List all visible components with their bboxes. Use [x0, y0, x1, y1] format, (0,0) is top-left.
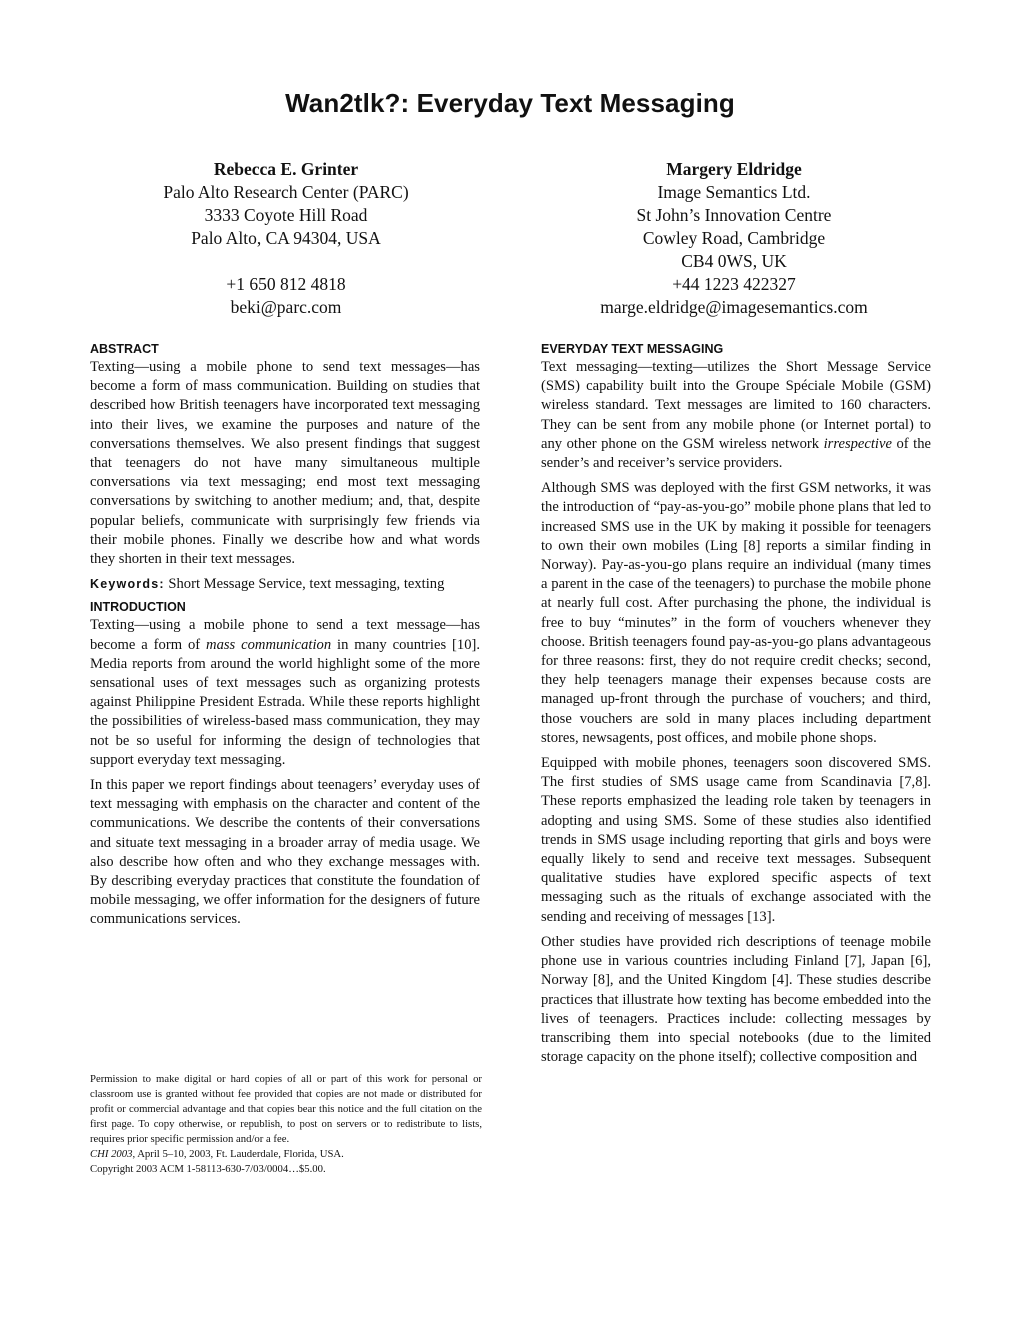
emphasis: mass communication [206, 636, 332, 653]
author-block-grinter [86, 158, 486, 319]
keywords [90, 575, 480, 594]
paper-title: Wan2tlk?: Everyday Text Messaging [285, 88, 735, 118]
author-affiliation: Palo Alto Research Center (PARC) [163, 182, 409, 202]
author-city: Palo Alto, CA 94304, USA [191, 228, 381, 248]
author-phone: +1 650 812 4818 [226, 274, 346, 294]
permission-text: Permission to make digital or hard copies of all or part of this work for personal or classroom use is granted without fee provided that copies are not made or distributed for profit or commercial advantage and that copies bear this notice and the full citation on the first page. To copy otherwise, or republish, to post on servers or to redistribute to lists, requires prior specific permission and/or a fee. [90, 1073, 482, 1145]
keywords-label: Keywords: [90, 577, 165, 592]
keywords-text: Short Message Service, text messaging, texting [168, 576, 445, 593]
permission-footnote [90, 1072, 482, 1177]
everyday-paragraph-1: Text messaging—texting—utilizes the Short Message Service (SMS) capability built into the Groupe Spéciale Mobile (GSM) wireless standard. Text messages are limited to 160 characters. They can be sent from any mobile phone (or Internet portal) to any other phone on the GSM wireless network irrespective of the sender’s and receiver’s service providers. [541, 359, 931, 472]
author-phone: +44 1223 422327 [672, 274, 796, 294]
right-column [541, 342, 931, 1073]
introduction-paragraph-2: In this paper we report findings about teenagers’ everyday uses of text messaging with emphasis on the character and content of the communications. We describe the contents of their conversations and situate text messaging in a broader array of media usage. We also describe how often and who they exchange messages with. By describing everyday practices that constitute the foundation of mobile messaging, we offer information for the designers of future communications services. [90, 777, 480, 928]
author-city: Cowley Road, Cambridge [642, 228, 826, 248]
abstract-text: Texting—using a mobile phone to send text messages—has become a form of mass communication. Building on studies that described how British teenagers have incorporated text messaging into their lives, we examine the purposes and nature of the conversations themselves. We also present findings that suggest that teenagers do not have many simultaneous multiple conversations via text messaging; end most text messaging conversations by switching to another medium; and, that, despite popular beliefs, communicate with surprisingly few friends via their mobile phones. Finally we describe how and what words they shorten in their text messages. [90, 359, 480, 568]
author-block-eldridge [534, 158, 934, 319]
copyright-line: Copyright 2003 ACM 1-58113-630-7/03/0004…$5.00. [90, 1163, 326, 1175]
introduction-heading: INTRODUCTION [90, 600, 186, 615]
everyday-heading: EVERYDAY TEXT MESSAGING [541, 342, 724, 356]
author-affiliation: Image Semantics Ltd. [657, 182, 811, 202]
emphasis: irrespective [823, 435, 892, 452]
author-name: Rebecca E. Grinter [213, 159, 359, 179]
everyday-paragraph-2: Although SMS was deployed with the first GSM networks, it was the introduction of “pay-as-you-go” mobile phone plans that led to increased SMS use in the UK by making it possible for teenagers to own their own mobiles (Ling [8] reports a similar finding in Norway). Pay-as-you-go plans require an individual (many times a parent in the case of the teenagers) to purchase the mobile phone at nearly full cost. After purchasing the phone, the individual is free to buy “minutes” in the form of vouchers whenever they choose. British teenagers found pay-as-you-go plans advantageous for three reasons: first, they do not require credit checks; second, they help teenagers manage their expenses because costs are managed up-front through the purchase of vouchers; and third, those vouchers are sold in many places including department stores, newsagents, post offices, and mobile phone shops. [541, 480, 931, 746]
introduction-paragraph-1: Texting—using a mobile phone to send a text message—has become a form of mass communication in many countries [10]. Media reports from around the world highlight some of the more sensational uses of text messages such as organizing protests against Philippine President Estrada. While these reports highlight the possibilities of wireless-based mass communication, they may not be so useful for informing the design of technologies that support everyday text messaging. [90, 617, 481, 768]
everyday-paragraph-3: Equipped with mobile phones, teenagers soon discovered SMS. The first studies of SMS usage came from Scandinavia [7,8]. These reports emphasized the leading role taken by teenagers in adopting and using SMS. Some of these studies also identified trends in SMS usage including reporting that girls and boys were equally likely to send and receive text messages. Subsequent qualitative studies have explored specific aspects of text messaging such as the rituals of exchange associated with the sending and receiving of messages [13]. [541, 755, 931, 925]
author-postcode: CB4 0WS, UK [681, 251, 787, 271]
abstract-heading: ABSTRACT [90, 342, 159, 356]
author-name: Margery Eldridge [666, 159, 802, 179]
author-email: beki@parc.com [230, 297, 342, 317]
venue-line: CHI 2003, April 5–10, 2003, Ft. Lauderdale, Florida, USA. [90, 1148, 344, 1160]
left-column [90, 342, 480, 936]
author-street: St John’s Innovation Centre [636, 205, 832, 225]
everyday-paragraph-4: Other studies have provided rich descriptions of teenage mobile phone use in various countries including Finland [7], Japan [6], Norway [8], and the United Kingdom [4]. These studies describe practices that illustrate how texting has become embedded into the lives of teenagers. Practices include: collecting messages by transcribing them into special notebooks (due to the limited storage capacity on the phone itself); collective composition and [541, 933, 931, 1066]
author-street: 3333 Coyote Hill Road [204, 205, 368, 225]
author-email: marge.eldridge@imagesemantics.com [600, 297, 868, 317]
